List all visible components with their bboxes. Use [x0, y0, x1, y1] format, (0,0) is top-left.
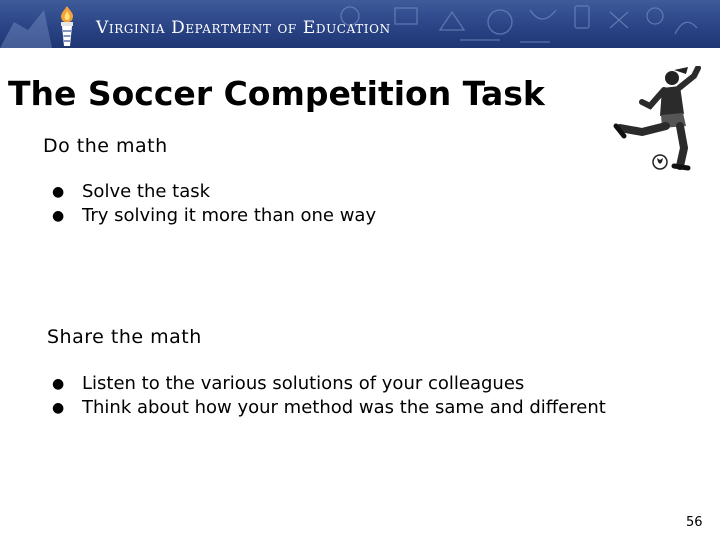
section-heading-share-the-math: Share the math: [47, 326, 202, 348]
page-number: 56: [686, 515, 703, 530]
bullet-list-share-the-math: [52, 372, 606, 420]
list-item: [52, 396, 606, 420]
list-item-text: Think about how your method was the same and different: [82, 397, 606, 418]
bullet-dot-icon: ●: [52, 184, 65, 200]
list-item: [52, 204, 376, 228]
bullet-list-do-the-math: [52, 180, 376, 228]
list-item-text: Listen to the various solutions of your colleagues: [82, 373, 525, 394]
bullet-dot-icon: ●: [52, 208, 65, 224]
list-item-text: Solve the task: [82, 181, 211, 202]
list-item: [52, 372, 606, 396]
section-heading-do-the-math: Do the math: [43, 135, 168, 157]
soccer-player-icon: [612, 66, 704, 176]
torch-icon: [50, 4, 84, 48]
bullet-dot-icon: ●: [52, 376, 65, 392]
banner-title: Virginia Department of Education: [96, 18, 391, 38]
slide-title: The Soccer Competition Task: [8, 74, 545, 113]
list-item-text: Try solving it more than one way: [82, 205, 377, 226]
list-item: [52, 180, 376, 204]
header-banner: [0, 0, 720, 48]
bullet-dot-icon: ●: [52, 400, 65, 416]
